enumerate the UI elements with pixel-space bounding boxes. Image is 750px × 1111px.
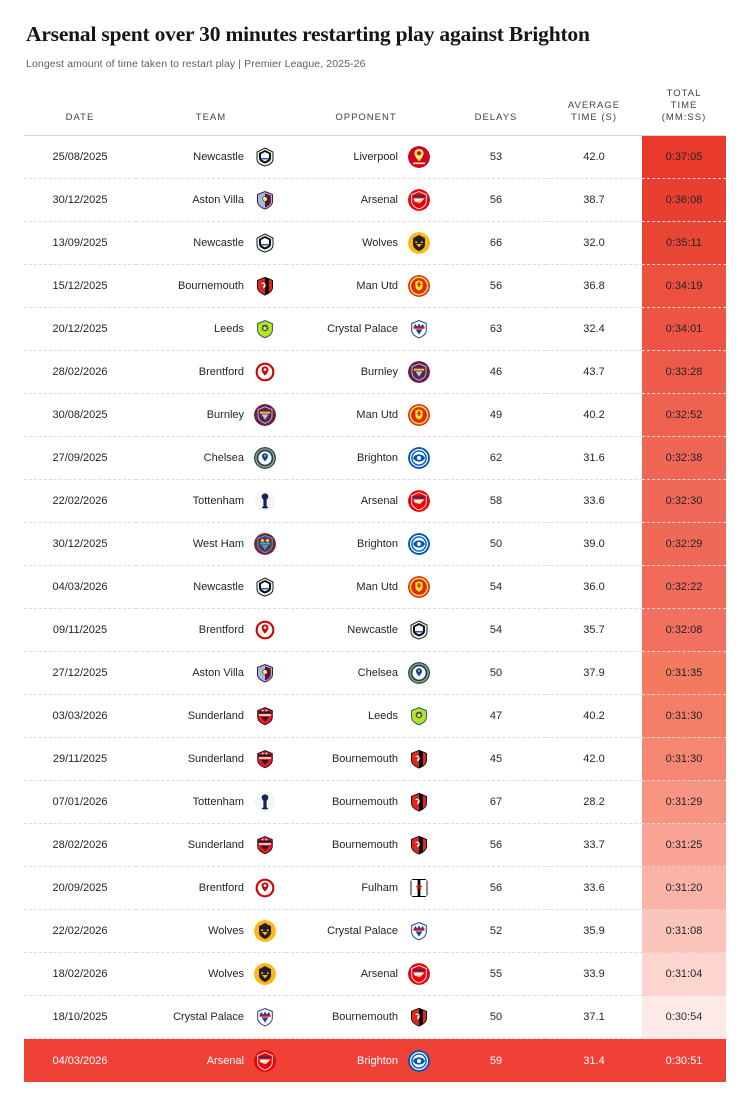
table-row (24, 394, 726, 437)
opponent-name: Bournemouth (331, 839, 398, 852)
bournemouth-crest-icon (408, 1006, 430, 1028)
table-row (24, 222, 726, 265)
astonvilla-crest-icon (254, 189, 276, 211)
cell-total-time: 0:31:25 (642, 824, 726, 867)
cell-date: 22/02/2026 (24, 910, 136, 953)
team-name: Aston Villa (192, 194, 244, 207)
manutd-crest-icon (408, 576, 430, 598)
cell-delays: 66 (446, 222, 546, 265)
cell-delays: 46 (446, 351, 546, 394)
cell-average-time: 33.7 (546, 824, 642, 867)
cell-date: 15/12/2025 (24, 265, 136, 308)
cell-team (136, 480, 286, 523)
cell-delays: 58 (446, 480, 546, 523)
chart-subtitle: Longest amount of time taken to restart play | Premier League, 2025-26 (26, 57, 366, 70)
team-name: Aston Villa (192, 667, 244, 680)
team-name: Sunderland (187, 753, 244, 766)
brighton-crest-icon (408, 447, 430, 469)
cell-delays: 53 (446, 136, 546, 179)
brentford-crest-icon (254, 877, 276, 899)
column-header-team: TEAM (136, 82, 286, 136)
bournemouth-crest-icon (254, 275, 276, 297)
table-row (24, 867, 726, 910)
table-row (24, 351, 726, 394)
table-body (24, 136, 726, 1082)
opponent-name: Brighton (357, 1054, 398, 1067)
column-header-total-line3: (MM:SS) (661, 111, 707, 123)
team-name: Brentford (198, 882, 244, 895)
cell-total-time: 0:32:52 (642, 394, 726, 437)
opponent-name: Arsenal (360, 968, 398, 981)
cell-date: 18/10/2025 (24, 996, 136, 1039)
table-row (24, 566, 726, 609)
cell-opponent (286, 996, 446, 1039)
cell-delays: 56 (446, 179, 546, 222)
cell-average-time: 42.0 (546, 738, 642, 781)
team-name: Leeds (214, 323, 244, 336)
palace-crest-icon (408, 920, 430, 942)
cell-date: 25/08/2025 (24, 136, 136, 179)
leeds-crest-icon (254, 318, 276, 340)
cell-delays: 54 (446, 609, 546, 652)
cell-team (136, 996, 286, 1039)
cell-average-time: 37.1 (546, 996, 642, 1039)
cell-team (136, 910, 286, 953)
cell-total-time: 0:30:51 (642, 1039, 726, 1082)
team-name: Burnley (206, 409, 244, 422)
column-header-opponent: OPPONENT (286, 82, 446, 136)
cell-date: 28/02/2026 (24, 351, 136, 394)
cell-total-time: 0:31:20 (642, 867, 726, 910)
cell-date: 30/08/2025 (24, 394, 136, 437)
opponent-name: Man Utd (356, 581, 398, 594)
cell-average-time: 37.9 (546, 652, 642, 695)
table-header-row (24, 82, 726, 136)
column-header-total-line2: TIME (670, 99, 698, 111)
opponent-name: Brighton (357, 538, 398, 551)
cell-date: 18/02/2026 (24, 953, 136, 996)
cell-opponent (286, 738, 446, 781)
team-name: Arsenal (206, 1054, 244, 1067)
opponent-name: Man Utd (356, 409, 398, 422)
opponent-name: Man Utd (356, 280, 398, 293)
table-row (24, 265, 726, 308)
burnley-crest-icon (408, 361, 430, 383)
chart-header (0, 0, 750, 70)
cell-delays: 47 (446, 695, 546, 738)
cell-total-time: 0:32:29 (642, 523, 726, 566)
cell-opponent (286, 652, 446, 695)
team-name: Tottenham (192, 796, 244, 809)
tottenham-crest-icon (254, 490, 276, 512)
cell-average-time: 33.6 (546, 867, 642, 910)
cell-team (136, 437, 286, 480)
cell-delays: 62 (446, 437, 546, 480)
cell-team (136, 695, 286, 738)
cell-team (136, 136, 286, 179)
cell-opponent (286, 910, 446, 953)
cell-total-time: 0:34:19 (642, 265, 726, 308)
cell-average-time: 42.0 (546, 136, 642, 179)
opponent-name: Bournemouth (331, 1011, 398, 1024)
column-header-average-line1: AVERAGE (567, 99, 621, 111)
cell-date: 29/11/2025 (24, 738, 136, 781)
bournemouth-crest-icon (408, 834, 430, 856)
cell-date: 27/12/2025 (24, 652, 136, 695)
cell-opponent (286, 222, 446, 265)
cell-average-time: 33.9 (546, 953, 642, 996)
cell-team (136, 824, 286, 867)
cell-opponent (286, 351, 446, 394)
cell-total-time: 0:32:22 (642, 566, 726, 609)
table-row (24, 523, 726, 566)
bournemouth-crest-icon (408, 748, 430, 770)
team-name: Sunderland (187, 710, 244, 723)
team-name: Bournemouth (177, 280, 244, 293)
column-header-date: DATE (24, 82, 136, 136)
cell-team (136, 179, 286, 222)
cell-date: 30/12/2025 (24, 179, 136, 222)
cell-opponent (286, 953, 446, 996)
opponent-name: Crystal Palace (327, 925, 398, 938)
leeds-crest-icon (408, 705, 430, 727)
cell-opponent (286, 824, 446, 867)
opponent-name: Fulham (361, 882, 398, 895)
cell-average-time: 36.8 (546, 265, 642, 308)
cell-team (136, 781, 286, 824)
cell-total-time: 0:31:35 (642, 652, 726, 695)
cell-opponent (286, 523, 446, 566)
opponent-name: Newcastle (347, 624, 398, 637)
opponent-name: Wolves (362, 237, 398, 250)
table-row (24, 652, 726, 695)
table-row (24, 953, 726, 996)
opponent-name: Bournemouth (331, 796, 398, 809)
column-header-average-time (546, 82, 642, 136)
sunderland-crest-icon (254, 834, 276, 856)
cell-date: 13/09/2025 (24, 222, 136, 265)
cell-date: 28/02/2026 (24, 824, 136, 867)
table-row (24, 781, 726, 824)
cell-date: 20/09/2025 (24, 867, 136, 910)
table-row (24, 179, 726, 222)
team-name: Crystal Palace (173, 1011, 244, 1024)
cell-average-time: 31.6 (546, 437, 642, 480)
brighton-crest-icon (408, 1050, 430, 1072)
tottenham-crest-icon (254, 791, 276, 813)
liverpool-crest-icon (408, 146, 430, 168)
cell-average-time: 32.0 (546, 222, 642, 265)
table-row (24, 609, 726, 652)
cell-date: 20/12/2025 (24, 308, 136, 351)
astonvilla-crest-icon (254, 662, 276, 684)
arsenal-crest-icon (408, 963, 430, 985)
cell-date: 09/11/2025 (24, 609, 136, 652)
cell-average-time: 43.7 (546, 351, 642, 394)
newcastle-crest-icon (254, 146, 276, 168)
opponent-name: Leeds (368, 710, 398, 723)
cell-team (136, 523, 286, 566)
cell-total-time: 0:31:30 (642, 695, 726, 738)
cell-delays: 56 (446, 824, 546, 867)
column-header-delays: DELAYS (446, 82, 546, 136)
column-header-total-time (642, 82, 726, 136)
cell-opponent (286, 136, 446, 179)
cell-delays: 52 (446, 910, 546, 953)
table-row (24, 824, 726, 867)
opponent-name: Arsenal (360, 495, 398, 508)
table-row (24, 738, 726, 781)
cell-opponent (286, 308, 446, 351)
cell-delays: 67 (446, 781, 546, 824)
cell-opponent (286, 781, 446, 824)
cell-total-time: 0:31:08 (642, 910, 726, 953)
team-name: Brentford (198, 366, 244, 379)
team-name: Brentford (198, 624, 244, 637)
opponent-name: Chelsea (357, 667, 398, 680)
cell-total-time: 0:36:08 (642, 179, 726, 222)
palace-crest-icon (408, 318, 430, 340)
cell-total-time: 0:32:08 (642, 609, 726, 652)
newcastle-crest-icon (254, 232, 276, 254)
cell-opponent (286, 394, 446, 437)
cell-team (136, 609, 286, 652)
table-row (24, 996, 726, 1039)
cell-average-time: 39.0 (546, 523, 642, 566)
column-header-average-line2: TIME (S) (571, 111, 617, 123)
cell-average-time: 35.7 (546, 609, 642, 652)
cell-average-time: 35.9 (546, 910, 642, 953)
newcastle-crest-icon (254, 576, 276, 598)
cell-opponent (286, 695, 446, 738)
opponent-name: Arsenal (360, 194, 398, 207)
opponent-name: Bournemouth (331, 753, 398, 766)
brighton-crest-icon (408, 533, 430, 555)
cell-delays: 50 (446, 652, 546, 695)
cell-date: 03/03/2026 (24, 695, 136, 738)
cell-total-time: 0:33:28 (642, 351, 726, 394)
cell-average-time: 40.2 (546, 695, 642, 738)
team-name: West Ham (192, 538, 244, 551)
table-row (24, 695, 726, 738)
westham-crest-icon (254, 533, 276, 555)
manutd-crest-icon (408, 275, 430, 297)
cell-delays: 56 (446, 867, 546, 910)
team-name: Sunderland (187, 839, 244, 852)
bournemouth-crest-icon (408, 791, 430, 813)
cell-opponent (286, 480, 446, 523)
cell-opponent (286, 1039, 446, 1082)
sunderland-crest-icon (254, 705, 276, 727)
cell-opponent (286, 179, 446, 222)
cell-team (136, 308, 286, 351)
chelsea-crest-icon (408, 662, 430, 684)
cell-opponent (286, 437, 446, 480)
palace-crest-icon (254, 1006, 276, 1028)
cell-delays: 59 (446, 1039, 546, 1082)
cell-total-time: 0:37:05 (642, 136, 726, 179)
cell-delays: 45 (446, 738, 546, 781)
cell-total-time: 0:31:30 (642, 738, 726, 781)
cell-opponent (286, 566, 446, 609)
cell-delays: 56 (446, 265, 546, 308)
cell-average-time: 28.2 (546, 781, 642, 824)
cell-total-time: 0:32:38 (642, 437, 726, 480)
cell-delays: 63 (446, 308, 546, 351)
table-row (24, 136, 726, 179)
cell-delays: 50 (446, 523, 546, 566)
table-header (24, 82, 726, 136)
sunderland-crest-icon (254, 748, 276, 770)
opponent-name: Liverpool (353, 151, 398, 164)
team-name: Newcastle (193, 151, 244, 164)
cell-team (136, 265, 286, 308)
cell-delays: 50 (446, 996, 546, 1039)
table-row (24, 910, 726, 953)
wolves-crest-icon (254, 920, 276, 942)
cell-date: 04/03/2026 (24, 1039, 136, 1082)
cell-team (136, 1039, 286, 1082)
team-name: Wolves (208, 968, 244, 981)
brentford-crest-icon (254, 619, 276, 641)
cell-opponent (286, 265, 446, 308)
table-row (24, 480, 726, 523)
table-row (24, 1039, 726, 1082)
cell-delays: 49 (446, 394, 546, 437)
table-row (24, 437, 726, 480)
chelsea-crest-icon (254, 447, 276, 469)
cell-average-time: 38.7 (546, 179, 642, 222)
cell-total-time: 0:32:30 (642, 480, 726, 523)
cell-opponent (286, 867, 446, 910)
opponent-name: Brighton (357, 452, 398, 465)
cell-total-time: 0:30:54 (642, 996, 726, 1039)
cell-team (136, 738, 286, 781)
fulham-crest-icon (408, 877, 430, 899)
cell-team (136, 394, 286, 437)
cell-average-time: 32.4 (546, 308, 642, 351)
wolves-crest-icon (408, 232, 430, 254)
cell-total-time: 0:31:04 (642, 953, 726, 996)
cell-team (136, 566, 286, 609)
cell-date: 07/01/2026 (24, 781, 136, 824)
cell-date: 30/12/2025 (24, 523, 136, 566)
team-name: Wolves (208, 925, 244, 938)
arsenal-crest-icon (408, 490, 430, 512)
cell-total-time: 0:34:01 (642, 308, 726, 351)
cell-average-time: 33.6 (546, 480, 642, 523)
cell-team (136, 867, 286, 910)
cell-delays: 54 (446, 566, 546, 609)
cell-team (136, 351, 286, 394)
cell-total-time: 0:31:29 (642, 781, 726, 824)
cell-date: 27/09/2025 (24, 437, 136, 480)
cell-date: 04/03/2026 (24, 566, 136, 609)
arsenal-crest-icon (408, 189, 430, 211)
delays-table (24, 82, 726, 1082)
cell-average-time: 36.0 (546, 566, 642, 609)
wolves-crest-icon (254, 963, 276, 985)
cell-team (136, 222, 286, 265)
cell-team (136, 652, 286, 695)
page-title: Arsenal spent over 30 minutes restarting play against Brighton (26, 22, 590, 46)
cell-team (136, 953, 286, 996)
cell-average-time: 31.4 (546, 1039, 642, 1082)
team-name: Chelsea (203, 452, 244, 465)
team-name: Newcastle (193, 581, 244, 594)
cell-total-time: 0:35:11 (642, 222, 726, 265)
burnley-crest-icon (254, 404, 276, 426)
table-row (24, 308, 726, 351)
newcastle-crest-icon (408, 619, 430, 641)
team-name: Tottenham (192, 495, 244, 508)
column-header-total-line1: TOTAL (666, 87, 702, 99)
manutd-crest-icon (408, 404, 430, 426)
opponent-name: Burnley (360, 366, 398, 379)
cell-date: 22/02/2026 (24, 480, 136, 523)
cell-opponent (286, 609, 446, 652)
cell-delays: 55 (446, 953, 546, 996)
arsenal-crest-icon (254, 1050, 276, 1072)
team-name: Newcastle (193, 237, 244, 250)
brentford-crest-icon (254, 361, 276, 383)
cell-average-time: 40.2 (546, 394, 642, 437)
opponent-name: Crystal Palace (327, 323, 398, 336)
